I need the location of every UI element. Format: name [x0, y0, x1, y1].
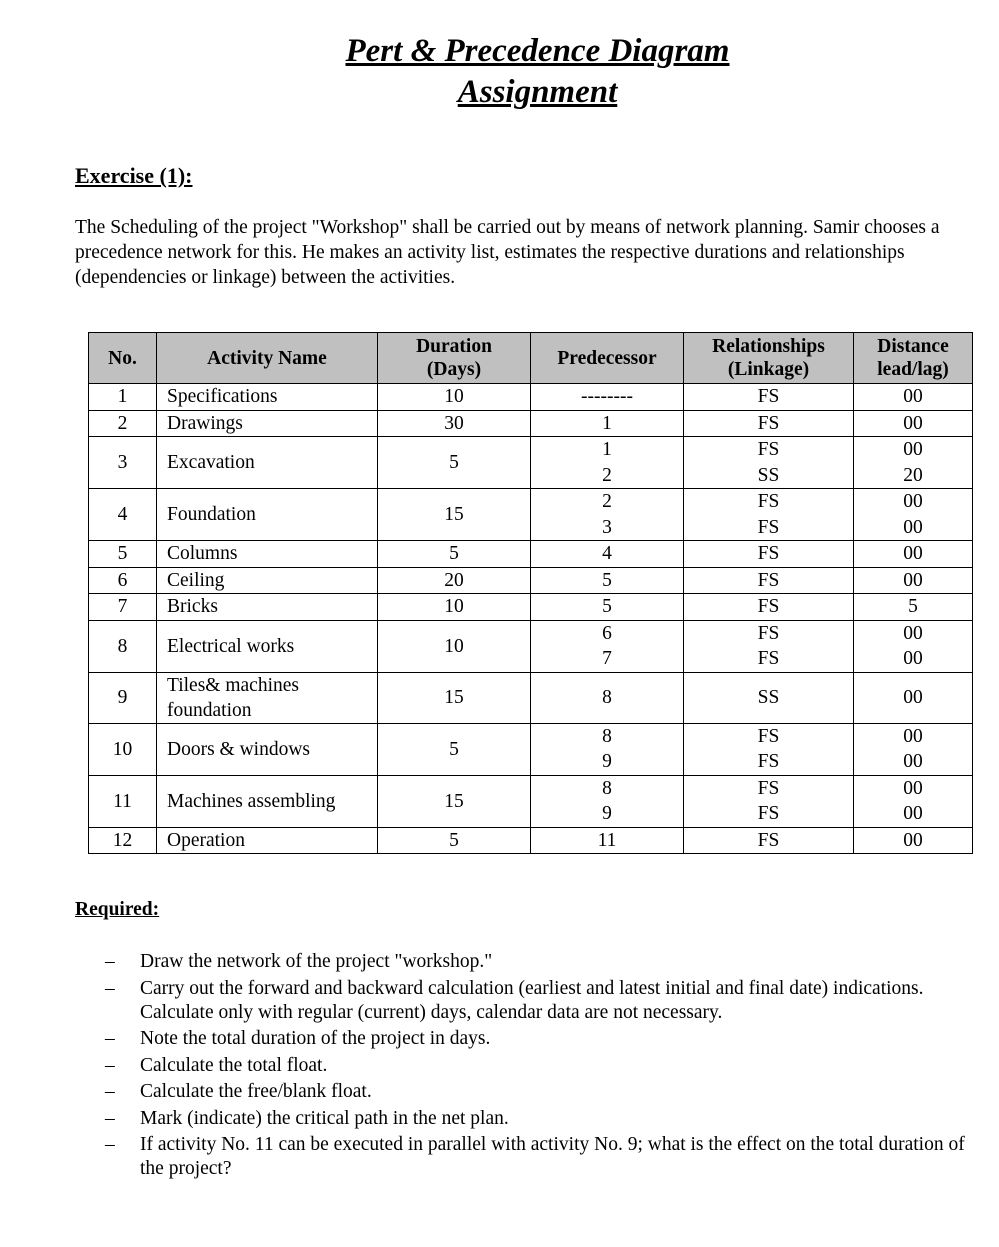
row-distance [854, 489, 973, 541]
row-predecessor [531, 489, 684, 541]
row-predecessor-value: -------- [581, 386, 633, 407]
table-row [89, 672, 973, 723]
row-predecessor [531, 620, 684, 672]
row-relationship-value: FS [757, 596, 780, 617]
header-duration-line2: (Days) [426, 359, 482, 380]
row-no: 8 [89, 620, 157, 672]
row-predecessor-value: 11 [597, 829, 617, 851]
list-item-text: Calculate the free/blank float. [140, 1081, 372, 1102]
row-predecessor-value: 4 [602, 543, 612, 564]
row-activity-name: Columns [157, 541, 378, 568]
row-distance [854, 620, 973, 672]
row-distance [854, 437, 973, 489]
list-item-text: Mark (indicate) the critical path in the net plan. [140, 1107, 509, 1129]
header-duration [378, 333, 531, 384]
list-item [105, 1133, 975, 1181]
row-activity-name: Bricks [157, 594, 378, 621]
row-predecessor-value: 8 [602, 686, 612, 708]
table-row [89, 489, 973, 541]
row-activity-name: Ceiling [157, 567, 378, 594]
row-distance-value: 00 [903, 386, 923, 407]
row-predecessor-value: 3 [602, 516, 612, 538]
table-row [89, 594, 973, 621]
row-predecessor-value: 2 [602, 464, 612, 486]
row-predecessor-value: 8 [602, 777, 612, 799]
row-activity-name: Machines assembling [157, 775, 378, 827]
row-relationship-value: FS [757, 648, 780, 669]
row-predecessor-value: 2 [602, 491, 612, 512]
row-no: 7 [89, 594, 157, 621]
row-no: 6 [89, 567, 157, 594]
row-predecessor [531, 384, 684, 411]
table-row [89, 775, 973, 827]
table-row [89, 437, 973, 489]
header-relationships-line2: (Linkage) [727, 359, 810, 380]
row-relationship [684, 723, 854, 775]
list-item [105, 1027, 975, 1051]
row-relationship-value: FS [757, 516, 780, 538]
row-relationship [684, 594, 854, 621]
row-duration: 20 [378, 567, 531, 594]
row-distance-value: 00 [903, 622, 923, 644]
row-distance [854, 672, 973, 723]
dash-bullet: – [105, 951, 115, 972]
row-no: 5 [89, 541, 157, 568]
list-item-text: Carry out the forward and backward calculation (earliest and latest initial and final date) indications. Calculate only with regular (current) days, calendar data are not necessary. [140, 977, 924, 1023]
header-activity-name: Activity Name [157, 333, 378, 384]
header-no: No. [89, 333, 157, 384]
header-distance [854, 333, 973, 384]
header-duration-line1: Duration [416, 336, 492, 357]
activity-table [88, 332, 973, 854]
list-item [105, 950, 975, 974]
row-relationship-value: FS [757, 751, 780, 772]
required-heading: Required: [75, 899, 160, 920]
required-list [105, 950, 975, 1184]
row-distance-value: 00 [903, 439, 923, 460]
row-relationship [684, 567, 854, 594]
list-item [105, 1080, 975, 1104]
row-distance-value: 00 [903, 686, 923, 708]
row-duration: 5 [378, 541, 531, 568]
row-no: 3 [89, 437, 157, 489]
row-relationship [684, 620, 854, 672]
row-relationship-value: SS [757, 464, 780, 486]
row-relationship-value: FS [757, 386, 780, 407]
row-predecessor-value: 5 [602, 596, 612, 617]
row-distance [854, 410, 973, 437]
row-relationship [684, 827, 854, 854]
row-no: 12 [89, 827, 157, 854]
header-distance-line2: lead/lag) [877, 359, 949, 380]
row-relationship [684, 437, 854, 489]
row-distance [854, 384, 973, 411]
row-duration: 10 [378, 620, 531, 672]
row-no: 9 [89, 672, 157, 723]
row-activity-name: Specifications [157, 384, 378, 411]
list-item [105, 1107, 975, 1131]
dash-bullet: – [105, 1107, 115, 1129]
list-item [105, 977, 975, 1025]
row-distance-value: 00 [903, 777, 923, 799]
row-distance [854, 723, 973, 775]
row-distance-value: 00 [903, 569, 923, 591]
row-relationship-value: FS [757, 803, 780, 824]
row-relationship-value: FS [757, 439, 780, 460]
row-activity-name: Excavation [157, 437, 378, 489]
row-duration: 15 [378, 672, 531, 723]
dash-bullet: – [105, 1134, 115, 1155]
intro-paragraph: The Scheduling of the project "Workshop" shall be carried out by means of network planning. Samir chooses a precedence network for this. He makes an activity list, estimates the respective durations and relationships (dependencies or linkage) between the activities. [75, 217, 940, 288]
header-relationships-line1: Relationships [712, 336, 825, 357]
row-duration: 15 [378, 489, 531, 541]
list-item-text: If activity No. 11 can be executed in parallel with activity No. 9; what is the effect on the total duration of the project? [140, 1134, 965, 1179]
row-distance [854, 567, 973, 594]
list-item-text: Note the total duration of the project in days. [140, 1028, 491, 1049]
row-activity-name: Foundation [157, 489, 378, 541]
row-predecessor [531, 723, 684, 775]
exercise-heading: Exercise (1): [75, 163, 193, 188]
row-no: 1 [89, 384, 157, 411]
page-subtitle: Assignment [457, 74, 618, 110]
row-distance-value: 00 [903, 725, 923, 747]
row-distance-value: 00 [903, 543, 923, 564]
row-predecessor-value: 1 [602, 412, 612, 434]
dash-bullet: – [105, 977, 115, 999]
row-activity-name: Drawings [157, 410, 378, 437]
row-relationship-value: FS [757, 725, 780, 747]
row-predecessor [531, 410, 684, 437]
table-row [89, 723, 973, 775]
row-predecessor [531, 437, 684, 489]
row-distance-value: 00 [903, 648, 923, 669]
row-activity-name: Doors & windows [157, 723, 378, 775]
row-distance-value: 20 [903, 464, 923, 486]
row-relationship-value: FS [757, 543, 780, 564]
row-distance [854, 775, 973, 827]
row-duration: 5 [378, 437, 531, 489]
row-no: 4 [89, 489, 157, 541]
row-distance [854, 594, 973, 621]
row-relationship-value: FS [757, 829, 780, 851]
row-distance [854, 541, 973, 568]
row-relationship-value: FS [757, 491, 780, 512]
header-relationships [684, 333, 854, 384]
row-activity-name: Electrical works [157, 620, 378, 672]
header-predecessor: Predecessor [531, 333, 684, 384]
row-predecessor-value: 6 [602, 622, 612, 644]
row-distance-value: 00 [903, 412, 923, 434]
row-distance-value: 00 [903, 491, 923, 512]
row-predecessor-value: 7 [602, 648, 612, 669]
row-duration: 5 [378, 827, 531, 854]
row-predecessor-value: 9 [602, 803, 612, 824]
row-activity-name: Operation [157, 827, 378, 854]
page-title: Pert & Precedence Diagram [345, 33, 730, 69]
row-relationship-value: FS [757, 412, 780, 434]
list-item-text: Draw the network of the project "workshop." [140, 951, 493, 972]
row-relationship [684, 410, 854, 437]
row-duration: 5 [378, 723, 531, 775]
row-predecessor-value: 8 [602, 725, 612, 747]
row-relationship [684, 384, 854, 411]
table-row [89, 567, 973, 594]
row-no: 2 [89, 410, 157, 437]
table-row [89, 384, 973, 411]
table-row [89, 541, 973, 568]
row-distance-value: 5 [908, 596, 918, 617]
row-relationship-value: FS [757, 569, 780, 591]
header-distance-line1: Distance [877, 336, 949, 357]
row-duration: 30 [378, 410, 531, 437]
list-item-text: Calculate the total float. [140, 1054, 328, 1076]
row-distance-value: 00 [903, 516, 923, 538]
row-relationship [684, 672, 854, 723]
dash-bullet: – [105, 1054, 115, 1076]
row-distance-value: 00 [903, 803, 923, 824]
row-duration: 10 [378, 384, 531, 411]
row-duration: 10 [378, 594, 531, 621]
list-item [105, 1054, 975, 1078]
row-relationship-value: FS [757, 777, 780, 799]
dash-bullet: – [105, 1081, 115, 1102]
table-row [89, 827, 973, 854]
row-no: 11 [89, 775, 157, 827]
row-relationship [684, 541, 854, 568]
row-predecessor-value: 9 [602, 751, 612, 772]
row-predecessor [531, 827, 684, 854]
row-activity-name: Tiles& machines foundation [157, 672, 378, 723]
dash-bullet: – [105, 1028, 115, 1049]
row-distance [854, 827, 973, 854]
row-predecessor-value: 1 [602, 439, 612, 460]
table-row [89, 620, 973, 672]
row-predecessor [531, 567, 684, 594]
row-predecessor [531, 594, 684, 621]
row-predecessor [531, 672, 684, 723]
table-header-row [89, 333, 973, 384]
row-relationship [684, 775, 854, 827]
row-predecessor-value: 5 [602, 569, 612, 591]
row-relationship-value: FS [757, 622, 780, 644]
row-distance-value: 00 [903, 751, 923, 772]
row-relationship [684, 489, 854, 541]
row-no: 10 [89, 723, 157, 775]
row-distance-value: 00 [903, 829, 923, 851]
row-duration: 15 [378, 775, 531, 827]
row-relationship-value: SS [757, 686, 780, 708]
table-row [89, 410, 973, 437]
row-predecessor [531, 775, 684, 827]
row-predecessor [531, 541, 684, 568]
